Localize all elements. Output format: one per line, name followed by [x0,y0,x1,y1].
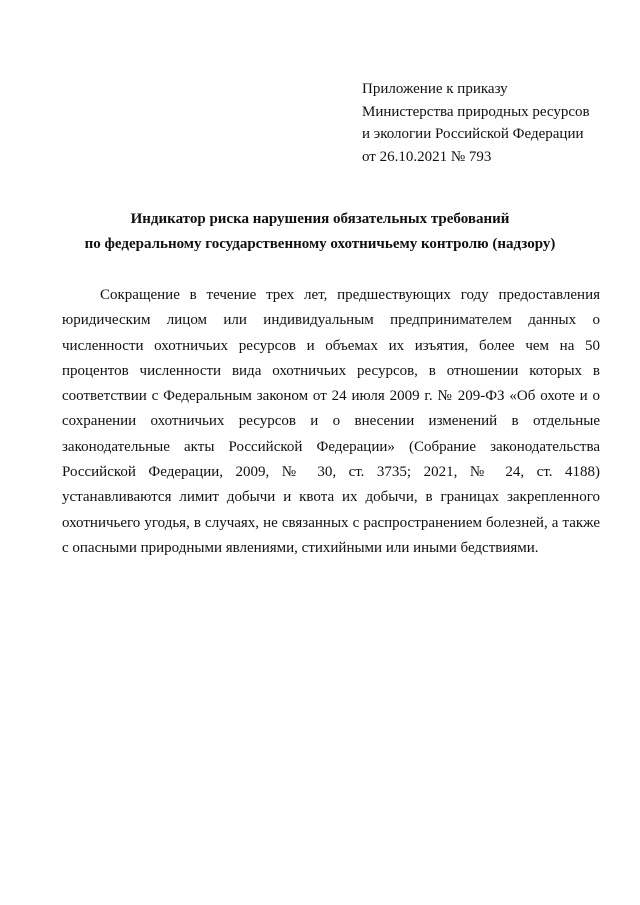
title-line: по федеральному государственному охотничьему контролю (надзору) [84,236,556,252]
appendix-line: от 26.10.2021 № 793 [362,148,492,165]
paragraph-line: Сокращение в течение трех лет, предшествующих году предоставления [100,287,600,303]
paragraph-line: устанавливаются лимит добычи и квота их добычи, в границах закрепленного [62,489,600,506]
paragraph-line: сохранении охотничьих ресурсов и о внесении изменений в отдельные [62,413,600,430]
paragraph-line: соответствии с Федеральным законом от 24 июля 2009 г. № 209-ФЗ «Об охоте и о [62,388,600,405]
document-title [40,207,600,257]
body-paragraph [62,283,600,561]
paragraph-line: с опасными природными явлениями, стихийными или иными бедствиями. [62,539,539,556]
appendix-header [362,78,632,168]
appendix-line: Приложение к приказу [362,81,508,97]
appendix-line: и экологии Российской Федерации [362,126,584,142]
paragraph-line: юридическим лицом или индивидуальным предпринимателем данных о [62,312,600,329]
paragraph-line: процентов численности вида охотничьих ресурсов, в отношении которых в [62,362,600,379]
title-line: Индикатор риска нарушения обязательных требований [130,211,510,227]
paragraph-line: охотничьего угодья, в случаях, не связанных с распространением болезней, а также [62,514,600,531]
appendix-line: Министерства природных ресурсов [362,103,590,120]
paragraph-line: Российской Федерации, 2009, № 30, ст. 3735; 2021, № 24, ст. 4188) [62,464,600,481]
paragraph-line: законодательные акты Российской Федерации» (Собрание законодательства [62,438,600,455]
paragraph-line: численности охотничьих ресурсов и объемах их изъятия, более чем на 50 [62,337,600,354]
